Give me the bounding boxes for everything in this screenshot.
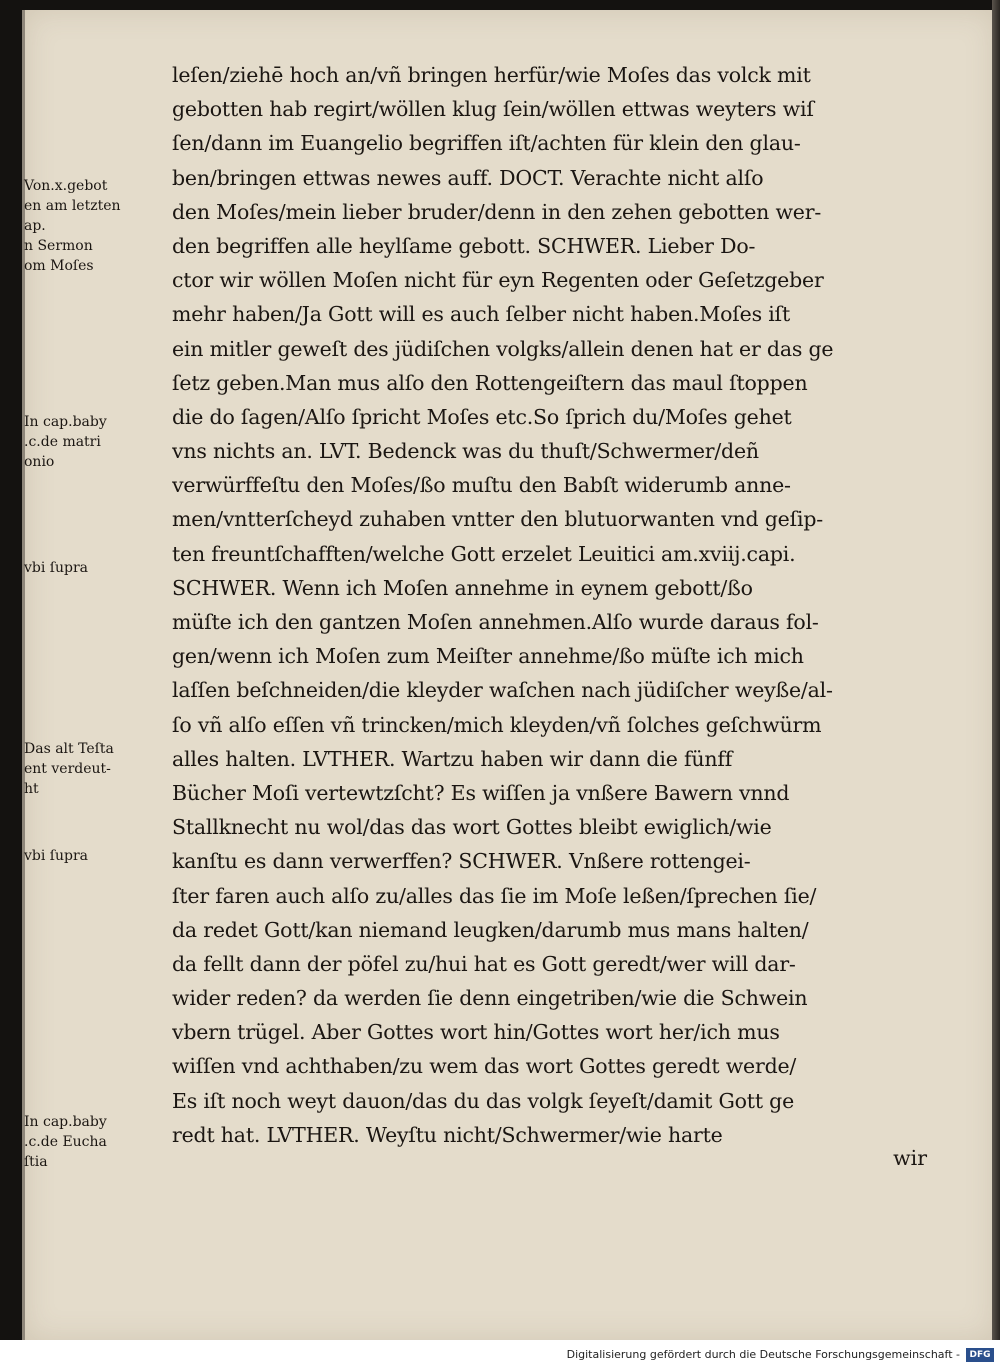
margin-note-2: In cap.baby .c.de matri onio [24, 414, 107, 470]
text-line: ctor wir wöllen Moſen nicht für eyn Regenten oder Geſetzgeber [172, 268, 824, 293]
text-line: den begriffen alle heylſame gebott. SCHWER. Lieber Do- [172, 233, 756, 258]
dfg-logo: DFG [966, 1348, 994, 1362]
text-line: wiſſen vnd achthaben/zu wem das wort Gottes geredt werde/ [172, 1054, 797, 1079]
margin-note-5: vbi ſupra [24, 848, 88, 864]
margin-note-4: Das alt Teſta ent verdeut- ht [24, 741, 114, 797]
text-line: ben/bringen ettwas newes auff. DOCT. Verachte nicht alſo [172, 165, 764, 190]
text-line: redt hat. LVTHER. Weyſtu nicht/Schwermer/wie harte [172, 1122, 723, 1147]
text-line: Bücher Moſi vertewtzſcht? Es wiſſen ja vnßere Bawern vnnd [172, 780, 790, 805]
catchword: wir [893, 1146, 927, 1170]
text-line: mehr haben/Ja Gott will es auch ſelber nicht haben.Moſes iſt [172, 302, 790, 327]
margin-note-3: vbi ſupra [24, 560, 88, 576]
text-line: leſen/ziehē hoch an/vñ bringen herfür/wie Moſes das volck mit [172, 63, 811, 87]
text-line: alles halten. LVTHER. Wartzu haben wir dann die fünff [172, 746, 733, 771]
text-line: gebotten hab regirt/wöllen klug ſein/wöllen ettwas weyters wiſ [172, 97, 814, 122]
text-line: vns nichts an. LVT. Bedenck was du thuſt/Schwermer/deñ [172, 439, 759, 464]
margin-note-6: In cap.baby .c.de Eucha ſtia [24, 1114, 107, 1170]
text-line: ſen/dann im Euangelio begriffen iſt/achten für klein den glau- [172, 131, 801, 156]
footer-credit: Digitalisierung gefördert durch die Deutsche Forschungsgemeinschaft - [566, 1348, 960, 1361]
text-line: Stallknecht nu wol/das das wort Gottes bleibt ewiglich/wie [172, 815, 772, 840]
text-line: ſter faren auch alſo zu/alles das ſie im Moſe leßen/ſprechen ſie/ [172, 883, 817, 908]
text-line: vbern trügel. Aber Gottes wort hin/Gottes wort her/ich mus [172, 1020, 780, 1045]
book-edge [992, 0, 1000, 1340]
text-line: ſetz geben.Man mus alſo den Rottengeiſtern das maul ſtoppen [172, 370, 808, 395]
text-line: da redet Gott/kan niemand leugken/darumb mus mans halten/ [172, 917, 809, 942]
text-line: laſſen beſchneiden/die kleyder waſchen nach jüdiſcher weyße/al- [172, 678, 833, 703]
text-line: kanſtu es dann verwerffen? SCHWER. Vnßere rottengei- [172, 849, 751, 874]
text-line: müſte ich den gantzen Moſen annehmen.Alſo wurde daraus fol- [172, 610, 819, 634]
text-line: die do ſagen/Alſo ſpricht Moſes etc.So ſprich du/Moſes gehet [172, 404, 792, 429]
text-line: Es iſt noch weyt dauon/das du das volgk ſeyeſt/damit Gott ge [172, 1088, 795, 1113]
text-line: da fellt dann der pöfel zu/hui hat es Gott geredt/wer will dar- [172, 951, 796, 976]
text-line: wider reden? da werden ſie denn eingetriben/wie die Schwein [172, 986, 808, 1011]
text-line: den Moſes/mein lieber bruder/denn in den zehen gebotten wer- [172, 199, 822, 224]
text-line: ſo vñ alſo eſſen vñ trincken/mich kleyden/vñ ſolches geſchwürm [172, 712, 822, 737]
margin-note-1: Von.x.gebot en am letzten ap. n Sermon om Moſes [24, 178, 121, 274]
text-line: gen/wenn ich Moſen zum Meiſter annehme/ßo müſte ich mich [172, 644, 804, 669]
text-line: ten freuntſchafften/welche Gott erzelet Leuitici am.xviij.capi. [172, 541, 796, 566]
text-line: verwürffeſtu den Moſes/ßo muſtu den Babſt widerumb anne- [172, 473, 791, 498]
text-line: SCHWER. Wenn ich Moſen annehme in eynem gebott/ßo [172, 575, 753, 600]
body-text [172, 58, 927, 1152]
text-line: ein mitler geweſt des jüdiſchen volgks/allein denen hat er das ge [172, 336, 834, 361]
text-line: men/vntterſcheyd zuhaben vntter den blutuorwanten vnd geſip- [172, 507, 823, 532]
